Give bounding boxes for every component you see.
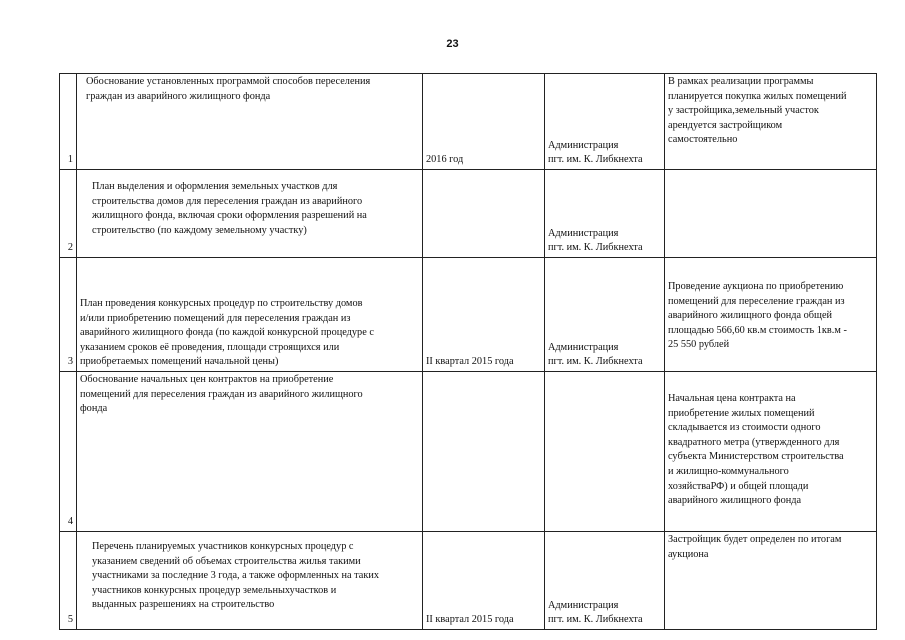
row-term: 2016 год	[423, 74, 545, 170]
text-line: В рамках реализации программы	[668, 76, 814, 87]
row-number: 1	[60, 74, 77, 170]
row-description	[77, 170, 423, 258]
measures-table	[59, 73, 877, 630]
text-line: приобретение жилых помещений	[668, 407, 815, 419]
text-line: участников конкурсных процедур земельныхучастков и	[92, 584, 337, 596]
text-line: 25 550 рублей	[668, 339, 730, 351]
text-line: квадратного метра (утвержденного для	[668, 436, 840, 448]
row-term	[423, 372, 545, 532]
text-line: пгт. им. К. Либкнехта	[548, 242, 643, 254]
text-line: аукциона	[668, 548, 709, 560]
text-line: аварийного жилищного фонда (по каждой конкурсной процедуре с	[80, 327, 374, 339]
text-line: планируется покупка жилых помещений	[668, 90, 847, 102]
text-line: План выделения и оформления земельных участков для	[92, 181, 338, 192]
text-line: строительство (по каждому земельному участку)	[92, 224, 307, 236]
row-note	[665, 170, 877, 258]
text-line: складывается из стоимости одного	[668, 422, 821, 434]
text-line: граждан из аварийного жилищного фонда	[86, 90, 271, 102]
text-line: фонда	[80, 403, 108, 415]
table-row	[60, 170, 877, 258]
row-term: II квартал 2015 года	[423, 532, 545, 630]
row-executor	[545, 372, 665, 532]
text-line: выданных разрешениях на строительство	[92, 599, 275, 611]
row-note	[665, 532, 877, 630]
text-line: и/или приобретению помещений для переселения граждан из	[80, 312, 351, 324]
text-line: Администрация	[548, 227, 619, 239]
row-note	[665, 258, 877, 372]
text-line: помещений для переселения граждан из аварийного жилищного	[80, 388, 363, 400]
text-line: указанием сведений об объемах строительства жилья такими	[92, 555, 361, 567]
row-executor	[545, 258, 665, 372]
text-line: аварийного жилищного фонда общей	[668, 310, 833, 322]
table-row	[60, 372, 877, 532]
text-line: Перечень планируемых участников конкурсных процедур с	[92, 541, 354, 552]
row-description	[77, 532, 423, 630]
row-number: 2	[60, 170, 77, 258]
text-line: субъекта Министерством строительства	[668, 451, 844, 463]
text-line: у застройщика,земельный участок	[668, 105, 819, 117]
row-note	[665, 372, 877, 532]
text-line: и жилищно-коммунального	[668, 465, 789, 477]
text-line: хозяйстваРФ) и общей площади	[668, 480, 809, 492]
text-line: Начальная цена контракта на	[668, 393, 796, 404]
text-line: аварийного жилищного фонда	[668, 495, 802, 507]
text-line: пгт. им. К. Либкнехта	[548, 154, 643, 166]
row-term: II квартал 2015 года	[423, 258, 545, 372]
text-line: Администрация	[548, 599, 619, 611]
row-executor	[545, 74, 665, 170]
text-line: площадью 566,60 кв.м стоимость 1кв.м -	[668, 324, 847, 336]
row-number: 5	[60, 532, 77, 630]
text-line: Администрация	[548, 139, 619, 151]
row-description	[77, 372, 423, 532]
row-note	[665, 74, 877, 170]
text-line: строительства домов для переселения граждан из аварийного	[92, 195, 363, 207]
text-line: самостоятельно	[668, 134, 738, 146]
row-description	[77, 258, 423, 372]
text-line: жилищного фонда, включая сроки оформления разрешений на	[92, 210, 367, 222]
row-executor	[545, 170, 665, 258]
row-number: 4	[60, 372, 77, 532]
text-line: Администрация	[548, 341, 619, 353]
text-line: Обоснование начальных цен контрактов на приобретение	[80, 374, 334, 385]
row-executor	[545, 532, 665, 630]
page-number: 23	[446, 38, 459, 50]
row-number: 3	[60, 258, 77, 372]
text-line: Обоснование установленных программой способов переселения	[86, 76, 371, 87]
text-line: арендуется застройщиком	[668, 119, 783, 131]
text-line: помещений для переселение граждан из	[668, 295, 845, 307]
table-row	[60, 532, 877, 630]
text-line: пгт. им. К. Либкнехта	[548, 614, 643, 626]
row-term	[423, 170, 545, 258]
text-line: План проведения конкурсных процедур по строительству домов	[80, 298, 363, 310]
text-line: Проведение аукциона по приобретению	[668, 281, 844, 292]
text-line: Застройщик будет определен по итогам	[668, 534, 842, 545]
text-line: пгт. им. К. Либкнехта	[548, 356, 643, 368]
text-line: приобретаемых помещений начальной цены)	[80, 356, 279, 368]
text-line: указанием сроков её проведения, площади строящихся или	[80, 341, 340, 353]
text-line: участниками за последние 3 года, а также оформленных на таких	[92, 570, 380, 582]
table-row	[60, 74, 877, 170]
table-row	[60, 258, 877, 372]
row-description	[77, 74, 423, 170]
